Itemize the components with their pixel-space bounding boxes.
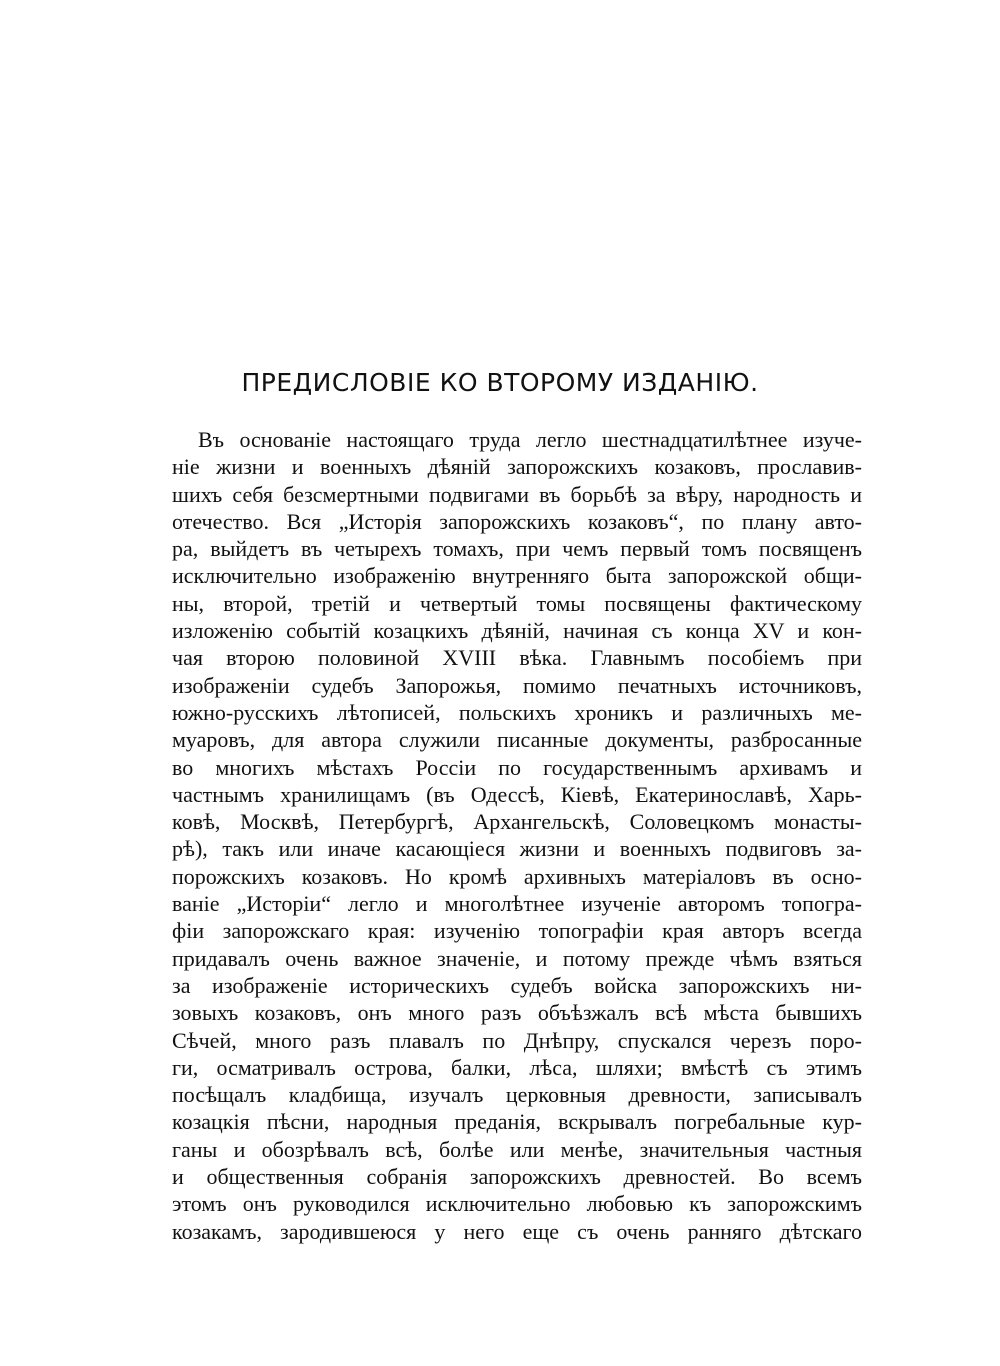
page-title: ПРЕДИСЛОВІЕ КО ВТОРОМУ ИЗДАНІЮ. <box>241 368 759 397</box>
text-line: зовыхъ козаковъ, онъ много разъ объѣзжалъ всѣ мѣста бывшихъ <box>172 1000 862 1026</box>
text-line: южно-русскихъ лѣтописей, польскихъ хроникъ и различныхъ ме- <box>172 699 862 725</box>
text-line: ковѣ, Москвѣ, Петербургѣ, Архангельскѣ, Соловецкомъ монасты- <box>172 809 862 835</box>
text-line: и общественныя собранія запорожскихъ древностей. Во всемъ <box>172 1164 862 1190</box>
text-line: ваніе „Исторіи“ легло и многолѣтнее изученіе авторомъ топогра- <box>172 891 862 917</box>
text-line: во многихъ мѣстахъ Россіи по государственнымъ архивамъ и <box>172 754 862 780</box>
text-line: исключительно изображенію внутренняго быта запорожской общи- <box>172 563 862 589</box>
text-line: фіи запорожскаго края: изученію топографіи края авторъ всегда <box>172 918 862 944</box>
text-line: ны, второй, третій и четвертый томы посвящены фактическому <box>172 590 862 616</box>
text-line: козакамъ, зародившеюся у него еще съ очень ранняго дѣтскаго <box>172 1218 862 1244</box>
text-line: этомъ онъ руководился исключительно любовью къ запорожскимъ <box>172 1191 862 1217</box>
text-line: частнымъ хранилищамъ (въ Одессѣ, Кіевѣ, Екатеринославѣ, Харь- <box>172 781 862 807</box>
preface-body <box>172 426 862 1245</box>
text-line: посѣщалъ кладбища, изучалъ церковныя древности, записывалъ <box>172 1082 862 1108</box>
text-line: изложенію событій козацкихъ дѣяній, начиная съ конца XV и кон- <box>172 618 862 644</box>
text-line: чая второю половиной XVIII вѣка. Главнымъ пособіемъ при <box>172 645 862 671</box>
text-line: порожскихъ козаковъ. Но кромѣ архивныхъ матеріаловъ въ осно- <box>172 863 862 889</box>
text-line: Въ основаніе настоящаго труда легло шестнадцатилѣтнее изуче- <box>198 427 862 452</box>
text-line: рѣ), такъ или иначе касающіеся жизни и военныхъ подвиговъ за- <box>172 836 862 862</box>
text-line: отечество. Вся „Исторія запорожскихъ козаковъ“, по плану авто- <box>172 508 862 534</box>
text-line: ги, осматривалъ острова, балки, лѣса, шляхи; вмѣстѣ съ этимъ <box>172 1054 862 1080</box>
text-line: козацкія пѣсни, народныя преданія, вскрывалъ погребальные кур- <box>172 1109 862 1135</box>
text-line: ніе жизни и военныхъ дѣяній запорожскихъ козаковъ, прославив- <box>172 454 862 480</box>
text-line: изображеніи судебъ Запорожья, помимо печатныхъ источниковъ, <box>172 672 862 698</box>
text-line: ра, выйдетъ въ четырехъ томахъ, при чемъ первый томъ посвященъ <box>172 536 862 562</box>
text-line: муаровъ, для автора служили писанные документы, разбросанные <box>172 727 862 753</box>
text-line: за изображеніе историческихъ судебъ войска запорожскихъ ни- <box>172 972 862 998</box>
text-line: ганы и обозрѣвалъ всѣ, болѣе или менѣе, значительныя частныя <box>172 1136 862 1162</box>
text-line: Сѣчей, много разъ плавалъ по Днѣпру, спускался черезъ поро- <box>172 1027 862 1053</box>
text-line: придавалъ очень важное значеніе, и потому прежде чѣмъ взяться <box>172 945 862 971</box>
text-line: шихъ себя безсмертными подвигами въ борьбѣ за вѣру, народность и <box>172 481 862 507</box>
